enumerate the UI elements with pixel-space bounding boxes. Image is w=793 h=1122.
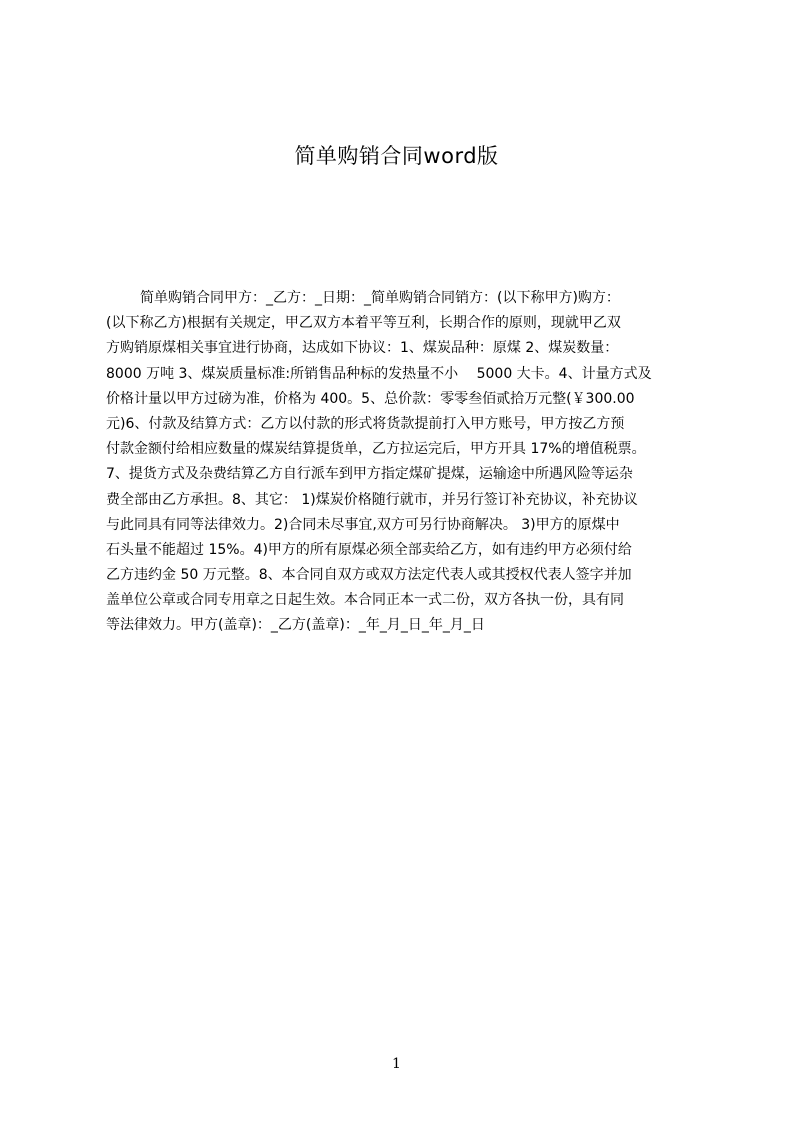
body-line: 盖单位公章或合同专用章之日起生效。本合同正本一式二份，双方各执一份，具有同 — [106, 592, 624, 609]
body-line: 方购销原煤相关事宜进行协商，达成如下协议：1、煤炭品种：原煤 2、煤炭数量： — [106, 340, 619, 357]
body-line: (以下称乙方)根据有关规定，甲乙双方本着平等互利，长期合作的原则，现就甲乙双 — [106, 315, 621, 332]
body-line: 价格计量以甲方过磅为准，价格为 400。5、总价款：零零叁佰贰拾万元整(￥300.00 — [106, 390, 635, 407]
body-line: 8000 万吨 3、煤炭质量标准:所销售品种标的发热量不小 5000 大卡。4、计量方式及 — [106, 365, 652, 382]
body-line: 石头量不能超过 15%。4)甲方的所有原煤必须全部卖给乙方，如有违约甲方必须付给 — [106, 541, 632, 558]
body-line: 7、提货方式及杂费结算乙方自行派车到甲方指定煤矿提煤，运输途中所遇风险等运杂 — [106, 466, 633, 483]
document-title: 简单购销合同word版 — [294, 144, 499, 168]
body-line: 乙方违约金 50 万元整。8、本合同自双方或双方法定代表人或其授权代表人签字并加 — [106, 567, 632, 584]
body-line: 简单购销合同甲方：_乙方：_日期：_简单购销合同销方：(以下称甲方)购方： — [140, 290, 620, 306]
body-line: 等法律效力。甲方(盖章)：_乙方(盖章)：_年_月_日_年_月_日 — [106, 617, 485, 634]
body-line: 付款金额付给相应数量的煤炭结算提货单，乙方拉运完后，甲方开具 17%的增值税票。 — [106, 441, 646, 458]
contract-body — [106, 286, 696, 639]
body-line: 与此同具有同等法律效力。2)合同未尽事宜,双方可另行协商解决。 3)甲方的原煤中 — [106, 516, 620, 533]
body-line: 费全部由乙方承担。8、其它： 1)煤炭价格随行就市，并另行签订补充协议，补充协议 — [106, 491, 638, 508]
body-line: 元)6、付款及结算方式：乙方以付款的形式将货款提前打入甲方账号，甲方按乙方预 — [106, 415, 625, 432]
page-number: 1 — [392, 1056, 401, 1072]
